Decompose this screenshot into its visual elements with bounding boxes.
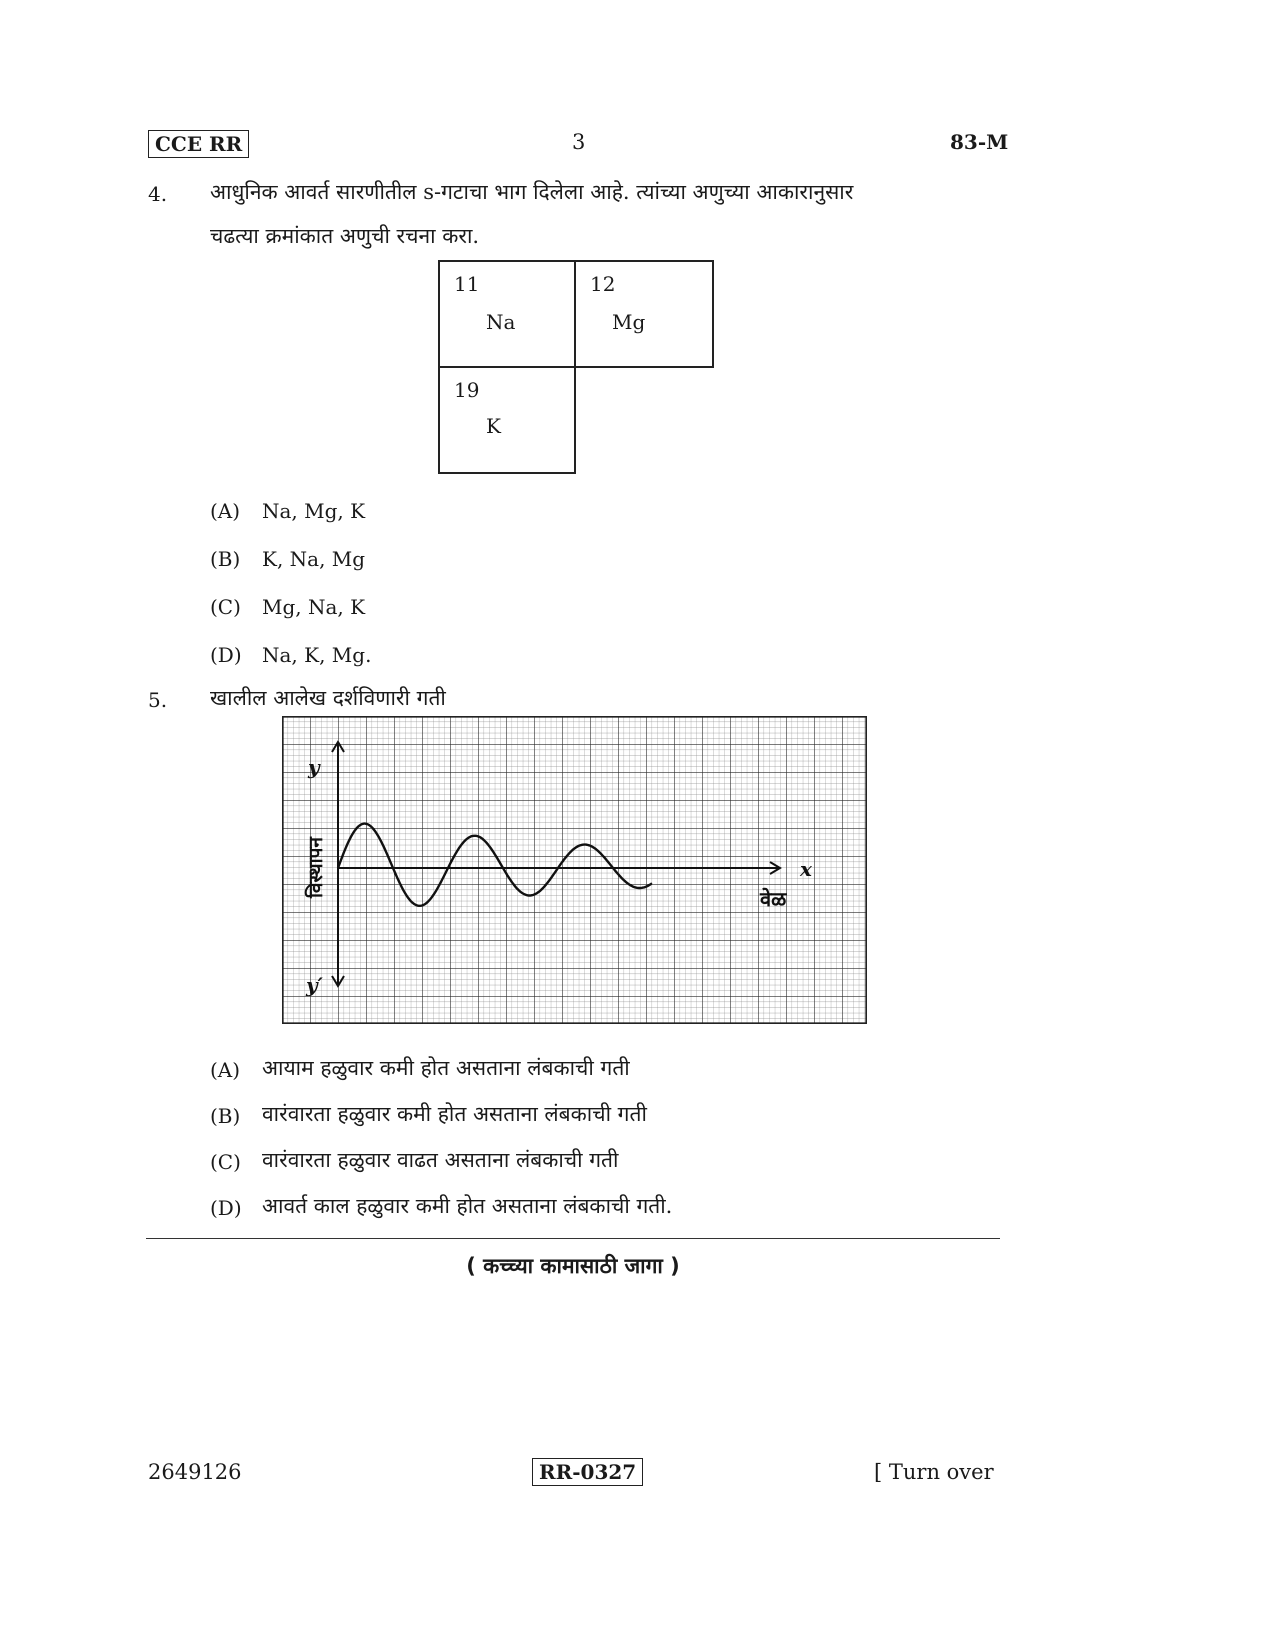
q4-option-d (210, 643, 372, 667)
rough-work-divider (146, 1238, 1000, 1239)
q5-option-a-letter: (A) (210, 1058, 241, 1082)
q5-option-b (210, 1102, 647, 1128)
oscillation-graph (282, 716, 867, 1024)
q4-option-c (210, 595, 366, 619)
x-label: x (800, 857, 812, 881)
cell-na (438, 260, 576, 368)
q5-option-d-letter: (D) (210, 1196, 242, 1220)
cell-k (438, 366, 576, 474)
cell-mg-number: 12 (590, 272, 616, 296)
q4-option-a-letter: (A) (210, 499, 241, 523)
q4-option-c-letter: (C) (210, 595, 241, 619)
q4-line2: चढत्या क्रमांकात अणुची रचना करा. (210, 224, 480, 248)
header-right-code: 83-M (950, 130, 1009, 154)
q5-option-c-text: वारंवारता हळुवार वाढत असताना लंबकाची गती (262, 1148, 619, 1172)
footer-left-code: 2649126 (148, 1460, 242, 1484)
footer-turn-over: [ Turn over (874, 1460, 994, 1484)
cell-na-number: 11 (454, 272, 480, 296)
q5-number: 5. (148, 688, 168, 712)
q4-option-d-text: Na, K, Mg. (262, 643, 372, 667)
q5-option-d (210, 1194, 673, 1220)
q4-option-d-letter: (D) (210, 643, 242, 667)
q5-option-d-text: आवर्त काल हळुवार कमी होत असताना लंबकाची गती. (262, 1194, 673, 1218)
y-neg-label: y′ (306, 973, 323, 997)
q4-option-b (210, 547, 366, 571)
q4-option-a-text: Na, Mg, K (262, 499, 366, 523)
page-number: 3 (572, 130, 586, 154)
x-axis-title: वेळ (760, 887, 787, 911)
q5-option-c-letter: (C) (210, 1150, 241, 1174)
q5-option-a-text: आयाम हळुवार कमी होत असताना लंबकाची गती (262, 1056, 630, 1080)
y-label: y (308, 755, 320, 779)
y-axis-title: विस्थापन (305, 837, 327, 898)
q5-text: खालील आलेख दर्शविणारी गती (210, 686, 446, 710)
q5-option-a (210, 1056, 630, 1082)
cell-k-number: 19 (454, 378, 480, 402)
header-left-box: CCE RR (148, 130, 249, 158)
q4-line1: आधुनिक आवर्त सारणीतील s-गटाचा भाग दिलेला आहे. त्यांच्या अणुच्या आकारानुसार (210, 180, 854, 204)
q4-option-b-letter: (B) (210, 547, 241, 571)
cell-na-symbol: Na (486, 310, 516, 334)
cell-mg-symbol: Mg (612, 310, 646, 334)
q5-option-b-letter: (B) (210, 1104, 241, 1128)
cell-mg (574, 260, 714, 368)
q4-option-c-text: Mg, Na, K (262, 595, 366, 619)
cell-k-symbol: K (486, 414, 501, 438)
q4-number: 4. (148, 182, 168, 206)
footer-center-box: RR-0327 (532, 1458, 643, 1486)
q5-option-c (210, 1148, 619, 1174)
q4-option-b-text: K, Na, Mg (262, 547, 366, 571)
rough-work-label: ( कच्च्या कामासाठी जागा ) (466, 1254, 680, 1278)
oscillation-graph-svg (282, 716, 867, 1024)
q4-option-a (210, 499, 366, 523)
q5-option-b-text: वारंवारता हळुवार कमी होत असताना लंबकाची गती (262, 1102, 647, 1126)
